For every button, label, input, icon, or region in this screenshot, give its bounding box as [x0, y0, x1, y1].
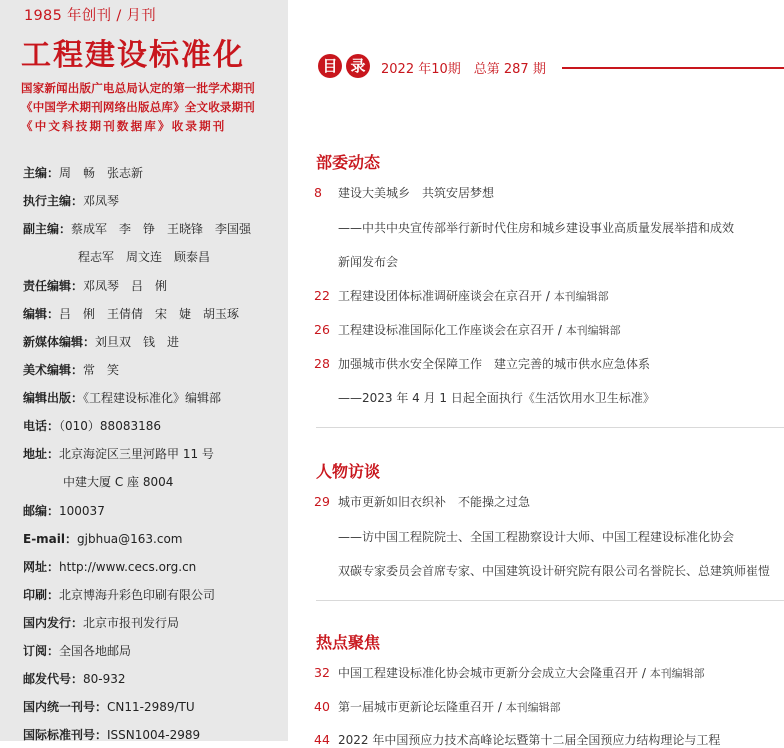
- phone-label: 电话：: [23, 419, 60, 433]
- masthead-phone: [23, 417, 161, 434]
- toc-entry[interactable]: [314, 493, 530, 510]
- entry-page: 40: [314, 699, 330, 714]
- toc-entry[interactable]: [314, 731, 720, 748]
- web-value: http://www.cecs.org.cn: [59, 560, 197, 574]
- entry-title: 建设大美城乡 共筑安居梦想: [338, 186, 495, 200]
- subscribe-value: 全国各地邮局: [59, 644, 132, 658]
- entry-page: 44: [314, 732, 330, 747]
- toc-mu-badge: 目: [318, 54, 342, 78]
- founded-note: 1985 年创刊 / 月刊: [24, 8, 157, 24]
- section-title: 热点聚焦: [316, 633, 381, 652]
- tagline-2: 《中国学术期刊网络出版总库》全文收录期刊: [21, 100, 255, 114]
- entry-page: 32: [314, 665, 330, 680]
- editors-value: 吕 俐 王倩倩 宋 婕 胡玉琢: [59, 307, 240, 321]
- masthead-postcode: [23, 502, 105, 519]
- art-value: 常 笑: [83, 363, 120, 377]
- masthead-exec: [23, 192, 119, 209]
- email-label: E-mail：: [23, 532, 78, 546]
- newmedia-value: 刘旦双 钱 进: [95, 335, 180, 349]
- email-value: gjbhua@163.com: [77, 532, 183, 546]
- toc-header: [318, 52, 778, 82]
- masthead-editors: [23, 305, 239, 322]
- entry-title: 第一届城市更新论坛隆重召开 /: [338, 700, 506, 714]
- masthead-newmedia: [23, 333, 179, 350]
- exec-label: 执行主编：: [23, 194, 84, 208]
- entry-source: 本刊编辑部: [649, 667, 705, 680]
- mailcode-value: 80-932: [83, 672, 126, 686]
- entry-subtitle: 双碳专家委员会首席专家、中国建筑设计研究院有限公司名誉院长、总建筑师崔愷: [338, 564, 771, 578]
- masthead-resp: [23, 277, 167, 294]
- entry-source: 本刊编辑部: [565, 324, 621, 337]
- chief-value: 周 畅 张志新: [59, 166, 144, 180]
- masthead-web: [23, 558, 196, 575]
- masthead-dom-dist: [23, 614, 179, 631]
- section-title: 部委动态: [316, 153, 381, 172]
- issn-label: 国际标准刊号：: [23, 728, 108, 742]
- toc-entry[interactable]: [314, 698, 561, 715]
- web-label: 网址：: [23, 560, 60, 574]
- resp-label: 责任编辑：: [23, 279, 84, 293]
- dom-dist-value: 北京市报刊发行局: [83, 616, 180, 630]
- entry-title: 城市更新如旧衣织补 不能操之过急: [338, 495, 531, 509]
- print-label: 印刷：: [23, 588, 60, 602]
- masthead-subscribe: [23, 642, 131, 659]
- entry-title: 工程建设团体标准调研座谈会在京召开 /: [338, 289, 554, 303]
- mailcode-label: 邮发代号：: [23, 672, 84, 686]
- resp-value: 邓凤琴 吕 俐: [83, 279, 168, 293]
- toc-lu-badge: 录: [346, 54, 370, 78]
- deputy-value-1: 蔡成军 李 铮 王晓锋 李国强: [71, 222, 252, 236]
- entry-title: 工程建设标准国际化工作座谈会在京召开 /: [338, 323, 566, 337]
- masthead-mailcode: [23, 670, 126, 687]
- entry-title: 加强城市供水安全保障工作 建立完善的城市供水应急体系: [338, 357, 651, 371]
- issn-value: ISSN1004-2989: [107, 728, 201, 742]
- entry-page: 22: [314, 288, 330, 303]
- deputy-label: 副主编：: [23, 222, 72, 236]
- toc-entry[interactable]: [314, 355, 650, 372]
- header-rule: [562, 67, 784, 69]
- magazine-title: 工程建设标准化: [21, 38, 245, 73]
- masthead-address-cont: [63, 473, 173, 490]
- postcode-value: 100037: [59, 504, 105, 518]
- deputy-value-2: 程志军 周文连 顾泰昌: [78, 250, 211, 264]
- chief-label: 主编：: [23, 166, 60, 180]
- section-divider: [316, 600, 784, 601]
- phone-value: （010）88083186: [59, 419, 161, 433]
- entry-subtitle: ——访中国工程院院士、全国工程勘察设计大师、中国工程建设标准化协会: [338, 530, 735, 544]
- editors-label: 编辑：: [23, 307, 60, 321]
- newmedia-label: 新媒体编辑：: [23, 335, 96, 349]
- entry-source: 本刊编辑部: [505, 701, 561, 714]
- publisher-value: 《工程建设标准化》编辑部: [83, 391, 222, 405]
- section-divider: [316, 427, 784, 428]
- entry-page: 29: [314, 494, 330, 509]
- table-of-contents: [288, 0, 784, 747]
- toc-entry[interactable]: [314, 287, 609, 304]
- issue-info: 2022 年10期 总第 287 期: [381, 62, 546, 77]
- subscribe-label: 订阅：: [23, 644, 60, 658]
- address-value-1: 北京海淀区三里河路甲 11 号: [59, 447, 214, 461]
- publisher-label: 编辑出版：: [23, 391, 84, 405]
- toc-entry[interactable]: [314, 184, 494, 201]
- entry-title: 2022 年中国预应力技术高峰论坛暨第十二届全国预应力结构理论与工程: [338, 733, 721, 747]
- masthead-art: [23, 361, 119, 378]
- entry-page: 8: [314, 185, 322, 200]
- entry-page: 26: [314, 322, 330, 337]
- masthead-chief: [23, 164, 143, 181]
- address-value-2: 中建大厦 C 座 8004: [63, 475, 174, 489]
- entry-page: 28: [314, 356, 330, 371]
- masthead-issn: [23, 726, 200, 743]
- masthead-cn: [23, 698, 195, 715]
- toc-entry[interactable]: [314, 321, 621, 338]
- exec-value: 邓凤琴: [83, 194, 120, 208]
- print-value: 北京博海升彩色印刷有限公司: [59, 588, 216, 602]
- tagline-3: 《中文科技期刊数据库》收录期刊: [21, 119, 227, 133]
- toc-entry[interactable]: [314, 664, 705, 681]
- entry-title: 中国工程建设标准化协会城市更新分会成立大会隆重召开 /: [338, 666, 650, 680]
- entry-subtitle: 新闻发布会: [338, 255, 399, 269]
- masthead-deputy-cont: [78, 248, 210, 265]
- masthead-print: [23, 586, 215, 603]
- entry-subtitle: ——2023 年 4 月 1 日起全面执行《生活饮用水卫生标准》: [338, 391, 655, 405]
- masthead-email: [23, 530, 183, 547]
- masthead-sidebar: [0, 0, 288, 741]
- masthead-address: [23, 445, 214, 462]
- address-label: 地址：: [23, 447, 60, 461]
- entry-source: 本刊编辑部: [553, 290, 609, 303]
- art-label: 美术编辑：: [23, 363, 84, 377]
- postcode-label: 邮编：: [23, 504, 60, 518]
- masthead-publisher: [23, 389, 221, 406]
- cn-value: CN11-2989/TU: [107, 700, 195, 714]
- cn-label: 国内统一刊号：: [23, 700, 108, 714]
- masthead-deputy: [23, 220, 251, 237]
- section-title: 人物访谈: [316, 462, 381, 481]
- tagline-1: 国家新闻出版广电总局认定的第一批学术期刊: [21, 81, 255, 95]
- dom-dist-label: 国内发行：: [23, 616, 84, 630]
- entry-subtitle: ——中共中央宣传部举行新时代住房和城乡建设事业高质量发展举措和成效: [338, 221, 735, 235]
